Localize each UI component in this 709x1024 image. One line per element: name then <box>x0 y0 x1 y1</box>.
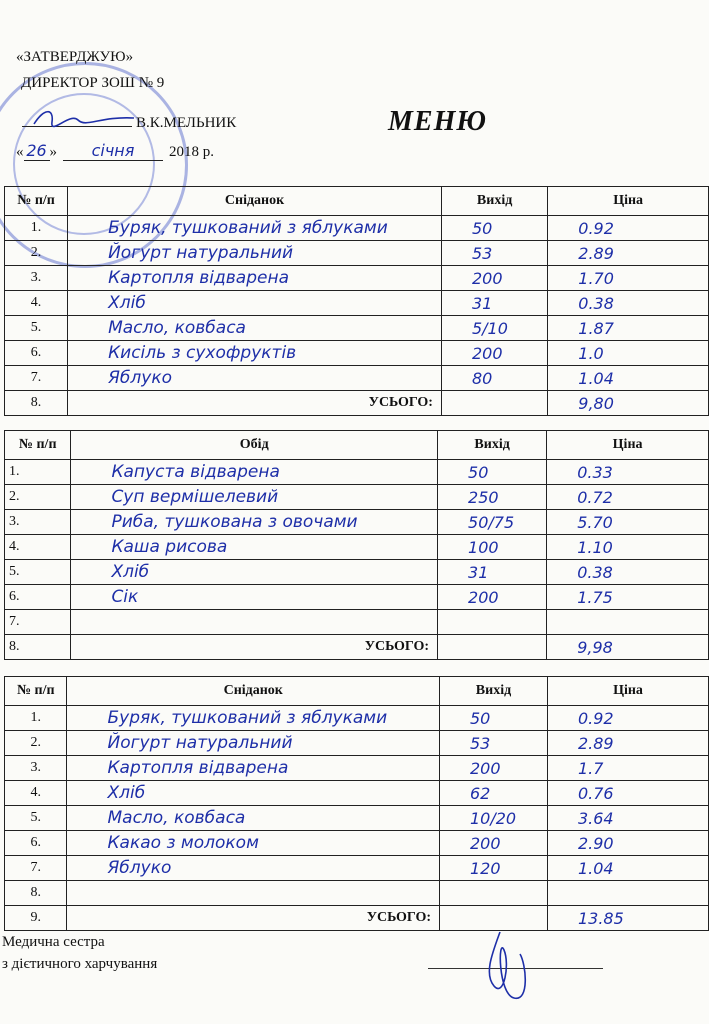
dish-output: 10/20 <box>440 806 548 831</box>
dish-price: 1.70 <box>548 266 709 291</box>
dish-output: 50 <box>440 706 548 731</box>
dish-price: 2.89 <box>547 731 708 756</box>
row-number: 6. <box>5 341 68 366</box>
col-number-header: № п/п <box>5 677 67 706</box>
dish-price: 1.75 <box>547 585 709 610</box>
dish-output: 200 <box>440 756 548 781</box>
row-number: 7. <box>5 856 67 881</box>
table-row <box>5 881 709 906</box>
table-row <box>5 831 709 856</box>
col-price-header: Ціна <box>548 187 709 216</box>
total-label: УСЬОГО: <box>68 391 442 416</box>
dish-name: Картопля відварена <box>68 266 442 291</box>
dish-output: 250 <box>438 485 547 510</box>
row-number: 5. <box>5 560 71 585</box>
dish-name: Каша рисова <box>71 535 438 560</box>
menu-title: МЕНЮ <box>388 106 487 137</box>
table-row <box>5 485 709 510</box>
table-row <box>5 560 709 585</box>
row-number: 4. <box>5 781 67 806</box>
total-row <box>5 635 709 660</box>
dish-price: 3.64 <box>547 806 708 831</box>
row-number: 3. <box>5 266 68 291</box>
breakfast-table-1 <box>4 186 709 416</box>
table-row <box>5 731 709 756</box>
col-output-header: Вихід <box>438 431 547 460</box>
total-row <box>5 391 709 416</box>
approval-line1: «ЗАТВЕРДЖУЮ» <box>16 49 134 65</box>
dish-output: 62 <box>440 781 548 806</box>
dish-output: 50/75 <box>438 510 547 535</box>
row-number: 7. <box>5 610 71 635</box>
dish-price: 0.76 <box>547 781 708 806</box>
row-number: 2. <box>5 241 68 266</box>
dish-name: Масло, ковбаса <box>68 316 442 341</box>
dish-output: 31 <box>441 291 547 316</box>
dish-name: Сік <box>71 585 438 610</box>
dish-price: 1.04 <box>547 856 708 881</box>
row-number: 3. <box>5 510 71 535</box>
total-price: 9,80 <box>548 391 709 416</box>
row-number: 8. <box>5 635 71 660</box>
dish-price: 2.90 <box>547 831 708 856</box>
dish-output <box>438 610 547 635</box>
dish-name: Яблуко <box>68 366 442 391</box>
dish-price: 5.70 <box>547 510 709 535</box>
dish-output: 31 <box>438 560 547 585</box>
director-signature <box>30 106 140 130</box>
dish-output <box>440 881 548 906</box>
dish-name: Йогурт натуральний <box>67 731 440 756</box>
row-number: 4. <box>5 535 71 560</box>
dish-name: Яблуко <box>67 856 440 881</box>
col-price-header: Ціна <box>547 431 709 460</box>
dish-output: 100 <box>438 535 547 560</box>
dish-output: 50 <box>441 216 547 241</box>
col-number-header: № п/п <box>5 187 68 216</box>
dish-name <box>71 610 438 635</box>
table-row <box>5 806 709 831</box>
table-row <box>5 510 709 535</box>
total-price: 9,98 <box>547 635 709 660</box>
table-row <box>5 366 709 391</box>
breakfast-table-2 <box>4 676 709 931</box>
table-header-row <box>5 431 709 460</box>
date-line <box>16 142 214 161</box>
dish-name: Какао з молоком <box>67 831 440 856</box>
table-row <box>5 291 709 316</box>
total-output-empty <box>441 391 547 416</box>
col-dish-header: Сніданок <box>67 677 440 706</box>
table-row <box>5 706 709 731</box>
dish-price: 0.72 <box>547 485 709 510</box>
footer-role-line1: Медична сестра <box>2 934 105 950</box>
dish-price: 0.92 <box>548 216 709 241</box>
table-row <box>5 266 709 291</box>
row-number: 2. <box>5 485 71 510</box>
table-row <box>5 535 709 560</box>
dish-name: Буряк, тушкований з яблуками <box>67 706 440 731</box>
table-row <box>5 756 709 781</box>
dish-price: 0.38 <box>548 291 709 316</box>
dish-price: 2.89 <box>548 241 709 266</box>
dish-price: 1.87 <box>548 316 709 341</box>
dish-output: 200 <box>440 831 548 856</box>
table-row <box>5 781 709 806</box>
dish-price: 1.10 <box>547 535 709 560</box>
col-dish-header: Обід <box>71 431 438 460</box>
dish-name: Хліб <box>67 781 440 806</box>
col-output-header: Вихід <box>441 187 547 216</box>
dish-price: 0.38 <box>547 560 709 585</box>
director-name: В.К.МЕЛЬНИК <box>136 115 237 131</box>
table-header-row <box>5 187 709 216</box>
table-row <box>5 216 709 241</box>
row-number: 8. <box>5 391 68 416</box>
dish-output: 120 <box>440 856 548 881</box>
dish-price <box>547 881 708 906</box>
dish-price <box>547 610 709 635</box>
dish-name: Йогурт натуральний <box>68 241 442 266</box>
dish-output: 53 <box>441 241 547 266</box>
dish-name: Буряк, тушкований з яблуками <box>68 216 442 241</box>
dish-output: 200 <box>441 266 547 291</box>
lunch-table <box>4 430 709 660</box>
dish-output: 80 <box>441 366 547 391</box>
row-number: 4. <box>5 291 68 316</box>
date-open-quote: « <box>16 144 24 160</box>
dish-name <box>67 881 440 906</box>
date-day: 26 <box>24 142 50 161</box>
dish-name: Суп вермішелевий <box>71 485 438 510</box>
dish-output: 200 <box>441 341 547 366</box>
dish-price: 1.7 <box>547 756 708 781</box>
dish-name: Масло, ковбаса <box>67 806 440 831</box>
row-number: 3. <box>5 756 67 781</box>
row-number: 6. <box>5 585 71 610</box>
row-number: 6. <box>5 831 67 856</box>
dish-output: 5/10 <box>441 316 547 341</box>
total-output-empty <box>438 635 547 660</box>
dish-output: 200 <box>438 585 547 610</box>
nurse-signature <box>470 924 540 1004</box>
total-label: УСЬОГО: <box>71 635 438 660</box>
table-row <box>5 585 709 610</box>
table-row <box>5 316 709 341</box>
row-number: 1. <box>5 706 67 731</box>
table-row <box>5 241 709 266</box>
col-price-header: Ціна <box>547 677 708 706</box>
dish-name: Риба, тушкована з овочами <box>71 510 438 535</box>
total-row <box>5 906 709 931</box>
dish-price: 1.0 <box>548 341 709 366</box>
dish-name: Картопля відварена <box>67 756 440 781</box>
footer-role-line2: з дієтичного харчування <box>2 956 158 972</box>
row-number: 5. <box>5 316 68 341</box>
total-label: УСЬОГО: <box>67 906 440 931</box>
col-number-header: № п/п <box>5 431 71 460</box>
table-row <box>5 856 709 881</box>
table-header-row <box>5 677 709 706</box>
dish-output: 53 <box>440 731 548 756</box>
table-row <box>5 610 709 635</box>
row-number: 8. <box>5 881 67 906</box>
dish-name: Хліб <box>71 560 438 585</box>
date-month: січня <box>63 142 163 161</box>
row-number: 5. <box>5 806 67 831</box>
date-year: 2018 р. <box>169 144 214 160</box>
total-price: 13.85 <box>547 906 708 931</box>
row-number: 9. <box>5 906 67 931</box>
row-number: 1. <box>5 216 68 241</box>
dish-price: 0.33 <box>547 460 709 485</box>
row-number: 1. <box>5 460 71 485</box>
dish-name: Хліб <box>68 291 442 316</box>
dish-output: 50 <box>438 460 547 485</box>
row-number: 2. <box>5 731 67 756</box>
dish-price: 0.92 <box>547 706 708 731</box>
approval-line2: ДИРЕКТОР ЗОШ № 9 <box>21 75 165 91</box>
table-row <box>5 341 709 366</box>
dish-name: Кисіль з сухофруктів <box>68 341 442 366</box>
dish-price: 1.04 <box>548 366 709 391</box>
table-row <box>5 460 709 485</box>
date-close-quote: » <box>49 144 57 160</box>
dish-name: Капуста відварена <box>71 460 438 485</box>
row-number: 7. <box>5 366 68 391</box>
col-dish-header: Сніданок <box>68 187 442 216</box>
col-output-header: Вихід <box>440 677 548 706</box>
